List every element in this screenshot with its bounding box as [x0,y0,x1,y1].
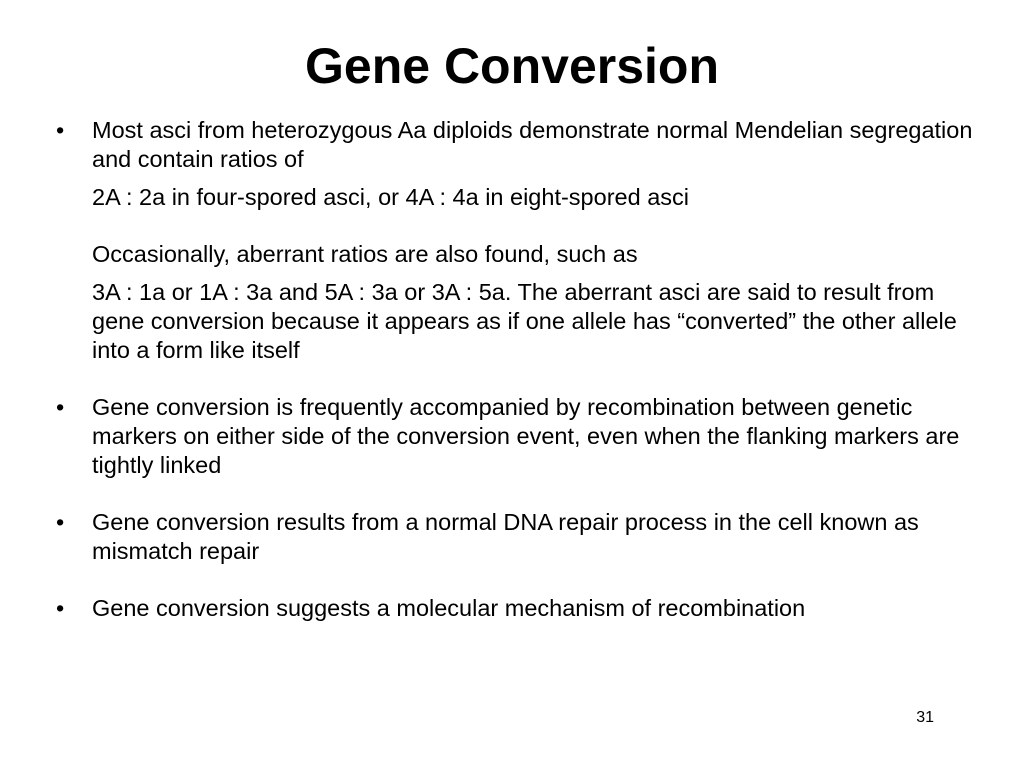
bullet-1-normal-ratios-text: 2A : 2a in four-spored asci, or 4A : 4a in eight-spored asci [92,184,689,210]
bullet-3-text: Gene conversion results from a normal DNA repair process in the cell known as mismatch repair [92,509,919,564]
bullet-1-intro-text: Most asci from heterozygous Aa diploids demonstrate normal Mendelian segregation and contain ratios of [92,117,973,172]
slide-number: 31 [916,709,934,726]
bullet-item-4 [56,594,986,623]
bullet-2-text: Gene conversion is frequently accompanied by recombination between genetic markers on either side of the conversion event, even when the flanking markers are tightly linked [92,394,960,478]
bullet-item-2 [56,393,986,480]
bullet-4-text: Gene conversion suggests a molecular mechanism of recombination [92,595,806,621]
bullet-marker: • [56,117,65,143]
bullet-item-1 [56,116,986,365]
bullet-1-aberrant-ratios-text: 3A : 1a or 1A : 3a and 5A : 3a or 3A : 5a. The aberrant asci are said to result from gene conversion because it appears as if one allele has “converted” the other allele into a form like itself [92,279,957,363]
bullet-1-aberrant-intro-text: Occasionally, aberrant ratios are also found, such as [92,241,638,267]
slide-body [56,116,986,623]
bullet-marker: • [56,394,65,420]
bullet-marker: • [56,595,65,621]
slide-title: Gene Conversion [305,38,719,94]
bullet-marker: • [56,509,65,535]
bullet-item-3 [56,508,986,566]
